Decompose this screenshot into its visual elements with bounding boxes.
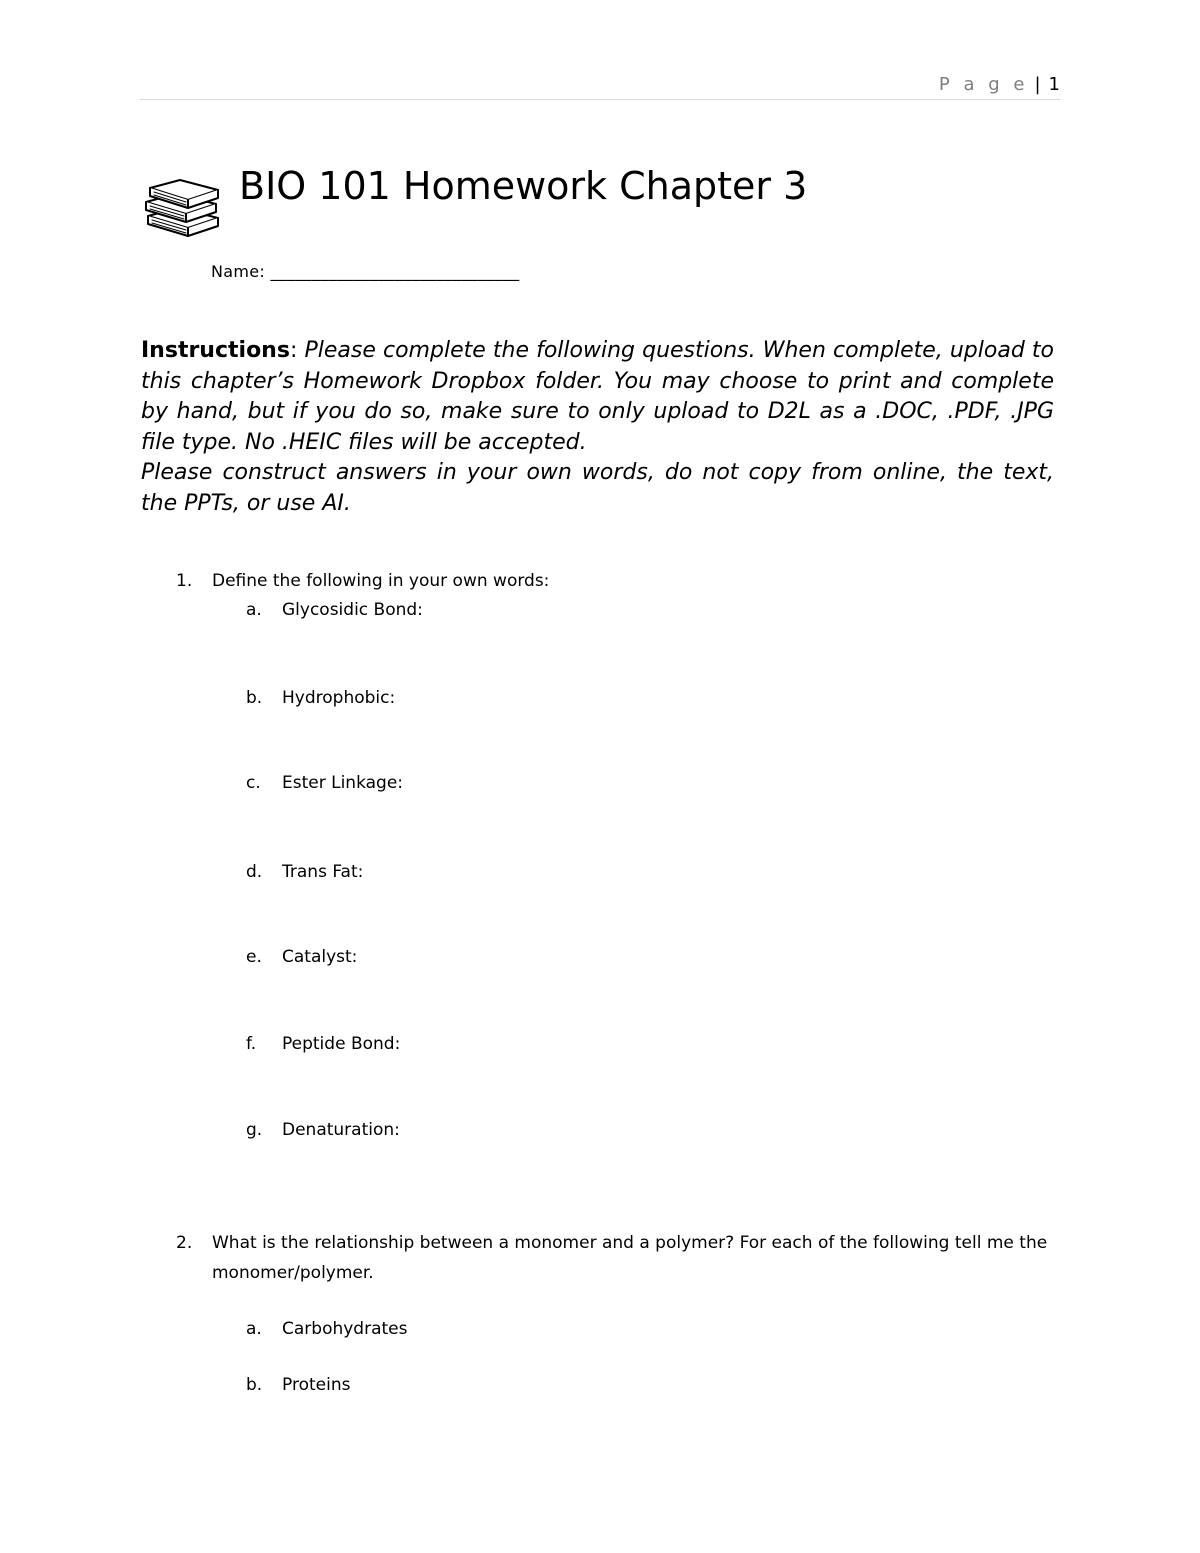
instructions-body-1: Please complete the following questions. When complete, upload to this chapter’s Homework Dropbox folder. You may choose to print and complete by hand, but if you do so, make sure to only upload to D2L as a .DOC, .PDF, .JPG file type. No .HEIC files will be accepted. (141, 338, 1054, 455)
instructions-label: Instructions (141, 338, 290, 363)
header-separator: | (1034, 74, 1041, 95)
instructions-colon: : (289, 338, 298, 363)
list-item (246, 1373, 350, 1397)
question-text: What is the relationship between a monomer and a polymer? For each of the following tell me the monomer/polymer. (212, 1233, 1048, 1283)
item-letter: g. (246, 1120, 263, 1140)
item-letter: d. (246, 862, 263, 882)
list-item (246, 1032, 400, 1056)
page-title: BIO 101 Homework Chapter 3 (239, 164, 808, 208)
item-letter: f. (246, 1034, 257, 1054)
item-letter: a. (246, 600, 262, 620)
item-text: Peptide Bond: (282, 1034, 401, 1054)
page-number: 1 (1048, 74, 1060, 95)
page-word: P a g e (938, 74, 1029, 95)
item-text: Trans Fat: (282, 862, 364, 882)
list-item (246, 686, 395, 710)
list-item (246, 945, 357, 969)
item-text: Proteins (282, 1375, 351, 1395)
list-item (246, 860, 363, 884)
item-letter: b. (246, 1375, 263, 1395)
list-item (246, 1317, 407, 1341)
item-letter: a. (246, 1319, 262, 1339)
item-letter: c. (246, 773, 261, 793)
books-stack-icon (142, 168, 222, 242)
list-item (246, 598, 423, 622)
item-text: Carbohydrates (282, 1319, 408, 1339)
item-text: Denaturation: (282, 1120, 400, 1140)
header-rule (140, 99, 1060, 100)
question-text: Define the following in your own words: (212, 571, 550, 591)
list-item (246, 1118, 400, 1142)
page-number-label (939, 74, 1060, 95)
list-item (246, 771, 403, 795)
item-text: Ester Linkage: (282, 773, 404, 793)
item-text: Glycosidic Bond: (282, 600, 423, 620)
instructions-paragraph (141, 336, 1054, 519)
item-letter: b. (246, 688, 263, 708)
name-field-line: Name: ______________________________ (211, 262, 520, 281)
instructions-body-2: Please construct answers in your own words, do not copy from online, the text, the PPTs, or use AI. (141, 460, 1054, 516)
item-text: Catalyst: (282, 947, 358, 967)
item-text: Hydrophobic: (282, 688, 396, 708)
item-letter: e. (246, 947, 262, 967)
question-number: 1. (176, 571, 193, 591)
question-number: 2. (176, 1233, 193, 1253)
